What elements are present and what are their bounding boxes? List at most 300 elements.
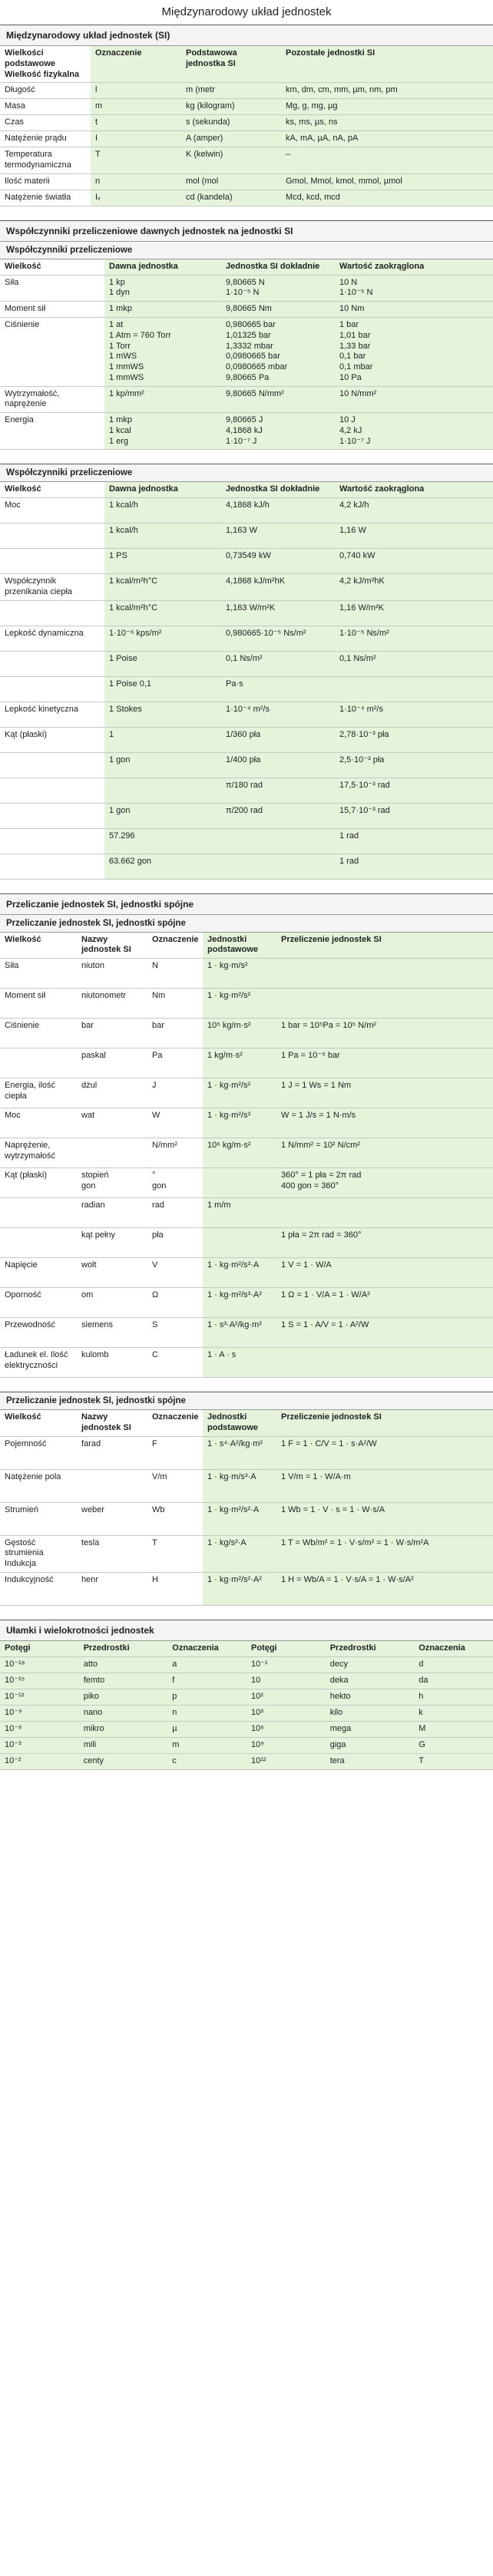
table-row xyxy=(0,1049,493,1078)
table-cell: p xyxy=(167,1689,246,1705)
table-row xyxy=(0,651,493,676)
table-cell: Ładunek el. Ilość elektryczności xyxy=(0,1348,77,1378)
table-cell: π/180 rad xyxy=(221,778,335,803)
table-cell: km, dm, cm, mm, µm, nm, pm xyxy=(281,83,493,99)
table-row xyxy=(0,275,493,302)
table-cell: 1·10⁻⁴ m²/s xyxy=(335,702,493,727)
coherent-table-1 xyxy=(0,933,493,1379)
table-row xyxy=(0,147,493,174)
table-row xyxy=(0,626,493,651)
table-cell xyxy=(0,803,104,828)
table-cell: mili xyxy=(79,1737,168,1753)
table-cell: piko xyxy=(79,1689,168,1705)
table-cell: 1 rad xyxy=(335,828,493,854)
table-cell: pła xyxy=(147,1228,203,1258)
table-cell: weber xyxy=(77,1502,147,1535)
table-cell: n xyxy=(91,173,181,190)
table-cell: 0,980665·10⁻⁵ Ns/m² xyxy=(221,626,335,651)
table-row xyxy=(0,83,493,99)
column-header: Jednostka SI dokładnie xyxy=(221,482,335,497)
table-cell: s (sekunda) xyxy=(181,115,281,131)
table-row xyxy=(0,386,493,413)
column-header: Przeliczenie jednostek SI xyxy=(276,933,493,959)
table-cell: M xyxy=(414,1721,493,1737)
table-cell: rad xyxy=(147,1198,203,1228)
table-cell: tera xyxy=(326,1753,415,1769)
table-cell: 1 kcal/h xyxy=(104,498,221,523)
table-cell: W = 1 J/s = 1 N·m/s xyxy=(276,1108,493,1138)
table-cell: 1/360 pła xyxy=(221,727,335,752)
table-cell: 4,1868 kJ/h xyxy=(221,498,335,523)
table-cell: G xyxy=(414,1737,493,1753)
table-cell: Ciśnienie xyxy=(0,1019,77,1049)
table-cell: Ciśnienie xyxy=(0,318,104,387)
table-cell: K (kelwin) xyxy=(181,147,281,174)
table-cell xyxy=(203,1168,276,1198)
table-cell: 1 N/mm² = 10² N/cm² xyxy=(276,1138,493,1168)
table-cell xyxy=(0,752,104,778)
table-cell: k xyxy=(414,1705,493,1721)
table-row xyxy=(0,318,493,387)
table-cell: 1 J = 1 Ws = 1 Nm xyxy=(276,1078,493,1108)
table-cell: Wb xyxy=(147,1502,203,1535)
table-cell xyxy=(77,1469,147,1502)
table-cell: Natężenie światła xyxy=(0,190,91,206)
table-cell: 1 kcal/m²h°C xyxy=(104,574,221,601)
table-cell xyxy=(0,600,104,626)
table-cell: 1·10⁻⁵ Ns/m² xyxy=(335,626,493,651)
table-row xyxy=(0,676,493,702)
table-cell: Pa·s xyxy=(221,676,335,702)
column-header: Dawna jednostka xyxy=(104,482,221,497)
table-cell: 1 · kg·m²/s² xyxy=(203,989,276,1019)
table-cell: Energia, ilość ciepła xyxy=(0,1078,77,1108)
table-cell: 1 Stokes xyxy=(104,702,221,727)
table-row xyxy=(0,1168,493,1198)
conversion-table-1 xyxy=(0,259,493,451)
table-cell: Pa xyxy=(147,1049,203,1078)
table-cell: niutonometr xyxy=(77,989,147,1019)
table-cell: 1 PS xyxy=(104,549,221,574)
table-cell: 57.296 xyxy=(104,828,221,854)
table-row xyxy=(0,854,493,879)
table-cell: Moment sił xyxy=(0,989,77,1019)
table-cell: 10⁶ xyxy=(246,1721,326,1737)
table-cell: 10⁻² xyxy=(0,1753,79,1769)
table-cell: d xyxy=(414,1656,493,1673)
table-cell: atto xyxy=(79,1656,168,1673)
table-cell: kg (kilogram) xyxy=(181,99,281,115)
conversion-section-1 xyxy=(0,220,493,451)
table-cell: deka xyxy=(326,1673,415,1689)
table-row xyxy=(0,600,493,626)
table-cell: W xyxy=(147,1108,203,1138)
table-cell: 1 bar 1,01 bar 1,33 bar 0,1 bar 0,1 mbar 10 Pa xyxy=(335,318,493,387)
table-cell xyxy=(203,1228,276,1258)
table-cell: Temperatura termodynamiczna xyxy=(0,147,91,174)
table-cell: N/mm² xyxy=(147,1138,203,1168)
table-cell: 0,73549 kW xyxy=(221,549,335,574)
table-cell: Natężenie prądu xyxy=(0,131,91,147)
header-row xyxy=(0,259,493,275)
table-cell: 1 · kg·m²/s³ xyxy=(203,1108,276,1138)
table-row xyxy=(0,1198,493,1228)
table-cell: 17,5·10⁻³ rad xyxy=(335,778,493,803)
table-cell: 10 xyxy=(246,1673,326,1689)
table-cell xyxy=(0,523,104,549)
table-row xyxy=(0,1572,493,1605)
si-section xyxy=(0,25,493,206)
table-cell: 1 · kg·m²/s³·A² xyxy=(203,1288,276,1318)
table-cell: 1 Poise xyxy=(104,651,221,676)
table-row xyxy=(0,1108,493,1138)
column-header: Pozostałe jednostki SI xyxy=(281,46,493,83)
table-cell: 9,80665 Nm xyxy=(221,302,335,318)
table-cell: T xyxy=(91,147,181,174)
table-row xyxy=(0,1535,493,1572)
table-row xyxy=(0,302,493,318)
table-cell: kąt pełny xyxy=(77,1228,147,1258)
header-row xyxy=(0,933,493,959)
table-cell: 1 S = 1 · A/V = 1 · A²/W xyxy=(276,1318,493,1348)
table-cell: Masa xyxy=(0,99,91,115)
table-cell: Moc xyxy=(0,1108,77,1138)
column-header: Jednostki podstawowe xyxy=(203,1410,276,1436)
table-row xyxy=(0,752,493,778)
table-cell: mol (mol xyxy=(181,173,281,190)
table-cell: cd (kandela) xyxy=(181,190,281,206)
table-cell: Gmol, Mmol, kmol, mmol, µmol xyxy=(281,173,493,190)
table-cell: 9,80665 N 1·10⁻⁵ N xyxy=(221,275,335,302)
table-cell xyxy=(0,549,104,574)
table-cell xyxy=(276,1348,493,1378)
table-cell: 4,2 kJ/h xyxy=(335,498,493,523)
table-cell: t xyxy=(91,115,181,131)
table-row xyxy=(0,1288,493,1318)
coherent-section-1 xyxy=(0,893,493,1379)
table-cell: 10⁶ kg/m·s² xyxy=(203,1138,276,1168)
table-cell: I xyxy=(91,131,181,147)
table-cell: bar xyxy=(147,1019,203,1049)
table-cell: stopień gon xyxy=(77,1168,147,1198)
conversion-section-2 xyxy=(0,464,493,879)
table-row xyxy=(0,131,493,147)
table-cell xyxy=(276,1198,493,1228)
table-cell: h xyxy=(414,1689,493,1705)
table-cell: Siła xyxy=(0,275,104,302)
column-header: Wielkości podstawowe Wielkość fizykalna xyxy=(0,46,91,83)
header-row xyxy=(0,1410,493,1436)
table-cell: l xyxy=(91,83,181,99)
column-header: Jednostki podstawowe xyxy=(203,933,276,959)
column-header: Oznaczenie xyxy=(147,1410,203,1436)
table-cell: 10 N 1·10⁻⁵ N xyxy=(335,275,493,302)
table-cell: 2,5·10⁻³ pła xyxy=(335,752,493,778)
table-row xyxy=(0,498,493,523)
table-cell: A (amper) xyxy=(181,131,281,147)
prefixes-section xyxy=(0,1620,493,1770)
table-cell: Ω xyxy=(147,1288,203,1318)
table-cell: paskal xyxy=(77,1049,147,1078)
table-row xyxy=(0,959,493,989)
table-cell: Kąt (płaski) xyxy=(0,727,104,752)
table-cell: 1 xyxy=(104,727,221,752)
column-header: Nazwy jednostek SI xyxy=(77,933,147,959)
table-cell: 0,980665 bar 1,01325 bar 1,3332 mbar 0,0980665 bar 0,0980665 mbar 9,80665 Pa xyxy=(221,318,335,387)
table-cell: 1 V = 1 · W/A xyxy=(276,1258,493,1288)
table-cell: 1 kcal/h xyxy=(104,523,221,549)
si-section-title: Międzynarodowy układ jednostek (SI) xyxy=(0,25,493,46)
table-cell: hekto xyxy=(326,1689,415,1705)
header-row xyxy=(0,1641,493,1656)
si-table xyxy=(0,46,493,206)
table-cell: 1,16 W/m²K xyxy=(335,600,493,626)
table-cell: S xyxy=(147,1318,203,1348)
table-row xyxy=(0,1721,493,1737)
table-cell: ks, ms, µs, ns xyxy=(281,115,493,131)
table-cell: 1 Wb = 1 · V · s = 1 · W·s/A xyxy=(276,1502,493,1535)
table-cell: giga xyxy=(326,1737,415,1753)
table-cell: 1 Ω = 1 · V/A = 1 · W/A² xyxy=(276,1288,493,1318)
table-row xyxy=(0,173,493,190)
table-cell: wolt xyxy=(77,1258,147,1288)
column-header: Przeliczenie jednostek SI xyxy=(276,1410,493,1436)
table-row xyxy=(0,115,493,131)
table-row xyxy=(0,828,493,854)
page-title: Międzynarodowy układ jednostek xyxy=(161,5,332,18)
table-cell: T xyxy=(147,1535,203,1572)
table-cell: 9,80665 N/mm² xyxy=(221,386,335,413)
table-row xyxy=(0,778,493,803)
table-cell: Energia xyxy=(0,413,104,450)
column-header: Oznaczenie xyxy=(91,46,181,83)
table-cell xyxy=(0,1228,77,1258)
table-cell: 10² xyxy=(246,1689,326,1705)
table-cell: Kąt (płaski) xyxy=(0,1168,77,1198)
header-row xyxy=(0,482,493,497)
table-cell: 1 · kg·m²/s³·A xyxy=(203,1258,276,1288)
table-cell: decy xyxy=(326,1656,415,1673)
table-cell: Wytrzymałość, naprężenie xyxy=(0,386,104,413)
table-row xyxy=(0,1469,493,1502)
header-row xyxy=(0,46,493,83)
table-cell: 2,78·10⁻³ pła xyxy=(335,727,493,752)
table-cell: 1 bar = 10⁵Pa = 10⁵ N/m² xyxy=(276,1019,493,1049)
table-cell: niuton xyxy=(77,959,147,989)
table-cell: Indukcyjność xyxy=(0,1572,77,1605)
table-cell: radian xyxy=(77,1198,147,1228)
table-cell: Mcd, kcd, mcd xyxy=(281,190,493,206)
table-cell: 10⁻¹ xyxy=(246,1656,326,1673)
table-cell: 10⁻¹⁸ xyxy=(0,1656,79,1673)
table-cell: 0,1 Ns/m² xyxy=(335,651,493,676)
table-cell: 63.662 gon xyxy=(104,854,221,879)
table-row xyxy=(0,1348,493,1378)
prefixes-table xyxy=(0,1641,493,1770)
table-cell: mikro xyxy=(79,1721,168,1737)
table-cell: bar xyxy=(77,1019,147,1049)
table-cell: 1 · kg·m²/s² xyxy=(203,1078,276,1108)
column-header: Oznaczenia xyxy=(167,1641,246,1656)
table-cell: Natężenie pola xyxy=(0,1469,77,1502)
table-cell: Przewodność xyxy=(0,1318,77,1348)
table-cell: F xyxy=(147,1436,203,1469)
table-cell: om xyxy=(77,1288,147,1318)
table-cell: n xyxy=(167,1705,246,1721)
table-row xyxy=(0,1502,493,1535)
table-cell: 1 kcal/m²h°C xyxy=(104,600,221,626)
table-row xyxy=(0,1258,493,1288)
column-header: Przedrostki xyxy=(326,1641,415,1656)
table-row xyxy=(0,989,493,1019)
table-cell: Moment sił xyxy=(0,302,104,318)
table-cell: 1 mkp xyxy=(104,302,221,318)
table-cell: mega xyxy=(326,1721,415,1737)
table-cell: siemens xyxy=(77,1318,147,1348)
table-cell: ° gon xyxy=(147,1168,203,1198)
column-header: Podstawowa jednostka SI xyxy=(181,46,281,83)
column-header: Nazwy jednostek SI xyxy=(77,1410,147,1436)
table-cell xyxy=(0,676,104,702)
table-cell: Lepkość kinetyczna xyxy=(0,702,104,727)
table-cell: 1 · A · s xyxy=(203,1348,276,1378)
table-cell xyxy=(335,676,493,702)
table-cell: Strumień xyxy=(0,1502,77,1535)
table-cell: 1 m/m xyxy=(203,1198,276,1228)
table-cell: Nm xyxy=(147,989,203,1019)
table-cell: Długość xyxy=(0,83,91,99)
table-cell: femto xyxy=(79,1673,168,1689)
table-cell xyxy=(0,1049,77,1078)
table-cell: 1·10⁻⁶ kps/m² xyxy=(104,626,221,651)
table-cell: 10 J 4,2 kJ 1·10⁻⁷ J xyxy=(335,413,493,450)
table-cell: Pojemność xyxy=(0,1436,77,1469)
table-cell xyxy=(0,854,104,879)
table-cell: 1 · kg/s²·A xyxy=(203,1535,276,1572)
table-cell: 1 · kg·m/s² xyxy=(203,959,276,989)
table-row xyxy=(0,190,493,206)
table-cell: 10⁵ kg/m·s² xyxy=(203,1019,276,1049)
table-row xyxy=(0,1318,493,1348)
table-cell: c xyxy=(167,1753,246,1769)
table-row xyxy=(0,702,493,727)
column-header: Wielkość xyxy=(0,933,77,959)
table-cell: m (metr xyxy=(181,83,281,99)
table-row xyxy=(0,1673,493,1689)
column-header: Wartość zaokrąglona xyxy=(335,259,493,275)
table-cell: farad xyxy=(77,1436,147,1469)
table-cell: π/200 rad xyxy=(221,803,335,828)
table-row xyxy=(0,1737,493,1753)
table-cell xyxy=(0,828,104,854)
table-cell: Siła xyxy=(0,959,77,989)
table-cell xyxy=(0,778,104,803)
table-cell: 1 H = Wb/A = 1 · V·s/A = 1 · W·s/A² xyxy=(276,1572,493,1605)
table-cell: 1·10⁻⁴ m²/s xyxy=(221,702,335,727)
table-cell: 0,1 Ns/m² xyxy=(221,651,335,676)
table-cell: 1 · kg·m²/s²·A xyxy=(203,1502,276,1535)
table-cell: Naprężenie, wytrzymałość xyxy=(0,1138,77,1168)
table-cell: da xyxy=(414,1673,493,1689)
table-cell: 1 pła = 2π rad = 360° xyxy=(276,1228,493,1258)
conversion-subtitle: Współczynniki przeliczeniowe xyxy=(0,242,493,259)
table-cell xyxy=(276,959,493,989)
table-row xyxy=(0,523,493,549)
table-cell: 1 V/m = 1 · W/A·m xyxy=(276,1469,493,1502)
coherent-table-2 xyxy=(0,1410,493,1606)
column-header: Potęgi xyxy=(246,1641,326,1656)
table-cell xyxy=(221,854,335,879)
table-cell: 1,163 W/m²K xyxy=(221,600,335,626)
table-cell: 15,7·10⁻³ rad xyxy=(335,803,493,828)
table-cell: Oporność xyxy=(0,1288,77,1318)
coherent-section-title: Przeliczanie jednostek SI, jednostki spójne xyxy=(0,894,493,915)
table-cell: 1 gon xyxy=(104,752,221,778)
table-cell: 1 kp 1 dyn xyxy=(104,275,221,302)
table-cell: Iᵥ xyxy=(91,190,181,206)
table-cell: 1,16 W xyxy=(335,523,493,549)
table-cell xyxy=(221,828,335,854)
table-row xyxy=(0,413,493,450)
column-header: Wielkość xyxy=(0,1410,77,1436)
table-cell: 10 Nm xyxy=(335,302,493,318)
conversion-section-title: Współczynniki przeliczeniowe dawnych jednostek na jednostki SI xyxy=(0,221,493,242)
column-header: Oznaczenie xyxy=(147,933,203,959)
table-cell: 1 · s⁴·A²/kg·m² xyxy=(203,1436,276,1469)
table-cell: Ilość materii xyxy=(0,173,91,190)
table-cell: Czas xyxy=(0,115,91,131)
table-cell: 10⁻⁶ xyxy=(0,1721,79,1737)
table-cell: 1 T = Wb/m² = 1 · V·s/m² = 1 · W·s/m²A xyxy=(276,1535,493,1572)
table-cell: dżul xyxy=(77,1078,147,1108)
column-header: Wartość zaokrąglona xyxy=(335,482,493,497)
table-cell: 4,2 kJ/m²hK xyxy=(335,574,493,601)
table-cell: 1 gon xyxy=(104,803,221,828)
table-row xyxy=(0,1753,493,1769)
table-cell xyxy=(276,989,493,1019)
table-row xyxy=(0,1228,493,1258)
table-cell xyxy=(104,778,221,803)
column-header: Potęgi xyxy=(0,1641,79,1656)
table-cell: H xyxy=(147,1572,203,1605)
table-cell: 1 Poise 0,1 xyxy=(104,676,221,702)
table-cell: 4,1868 kJ/m²hK xyxy=(221,574,335,601)
table-cell xyxy=(0,1198,77,1228)
table-cell: Współczynnik przenikania ciepła xyxy=(0,574,104,601)
table-cell xyxy=(77,1138,147,1168)
table-cell: T xyxy=(414,1753,493,1769)
table-cell: Moc xyxy=(0,498,104,523)
table-cell: V xyxy=(147,1258,203,1288)
table-cell: 9,80665 J 4,1868 kJ 1·10⁻⁷ J xyxy=(221,413,335,450)
table-cell: kA, mA, µA, nA, pA xyxy=(281,131,493,147)
table-cell: 1,163 W xyxy=(221,523,335,549)
prefixes-section-title: Ułamki i wielokrotności jednostek xyxy=(0,1620,493,1641)
table-cell: f xyxy=(167,1673,246,1689)
table-row xyxy=(0,574,493,601)
table-cell: N xyxy=(147,959,203,989)
table-cell: Napięcie xyxy=(0,1258,77,1288)
column-header: Oznaczenia xyxy=(414,1641,493,1656)
table-cell: 10¹² xyxy=(246,1753,326,1769)
column-header: Wielkość xyxy=(0,259,104,275)
table-row xyxy=(0,727,493,752)
table-cell: 1 · kg·m²/s²·A² xyxy=(203,1572,276,1605)
table-row xyxy=(0,99,493,115)
table-cell: µ xyxy=(167,1721,246,1737)
table-row xyxy=(0,1078,493,1108)
table-cell: Gęstość strumienia Indukcja xyxy=(0,1535,77,1572)
